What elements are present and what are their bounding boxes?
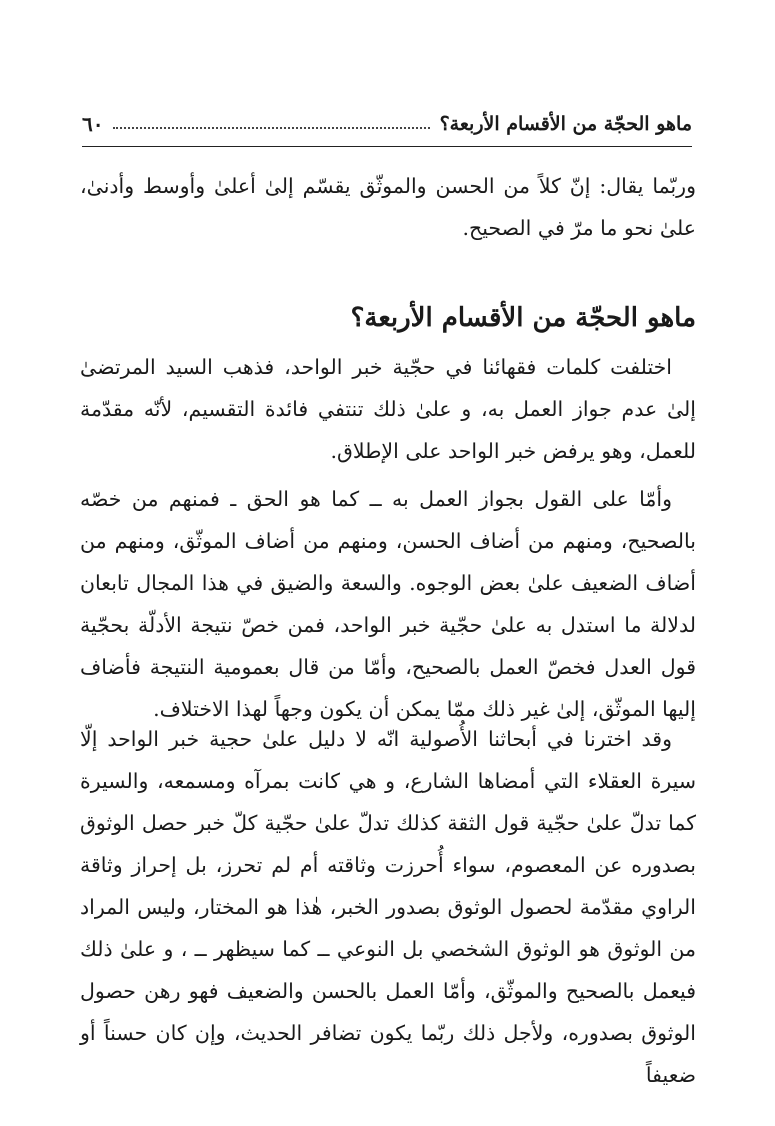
intro-text: وربّما يقال: إنّ كلاً من الحسن والموثّق يقسّم إلىٰ أعلىٰ وأوسط وأدنىٰ، علىٰ نحو ما مرّ في الصحيح. [80,174,696,240]
page-number: ٦٠ [82,112,104,136]
running-title: ماهو الحجّة من الأقسام الأربعة؟ [439,113,692,135]
intro-paragraph [80,165,696,249]
paragraph-1 [80,346,696,472]
running-header [82,108,692,140]
paragraph-1-text: اختلفت كلمات فقهائنا في حجّية خبر الواحد، فذهب السيد المرتضىٰ إلىٰ عدم جواز العمل به، و علىٰ ذلك تنتفي فائدة التقسيم، لأنّه مقدّمة للعمل، وهو يرفض خبر الواحد على الإطلاق. [80,355,696,463]
header-dot-leader [113,127,429,129]
paragraph-2 [80,478,696,730]
paragraph-3 [80,718,696,1096]
paragraph-3-text: وقد اخترنا في أبحاثنا الأُصولية انّه لا دليل علىٰ حجية خبر الواحد إلّا سيرة العقلاء التي أمضاها الشارع، و هي كانت بمرآه ومسمعه، والسيرة كما تدلّ علىٰ حجّية قول الثقة كذلك تدلّ علىٰ حجّية كلّ خبر حصل الوثوق بصدوره عن المعصوم، سواء أُحرزت وثاقته أم لم تحرز، بل إحراز وثاقة الراوي مقدّمة لحصول الوثوق بصدور الخبر، هٰذا هو المختار، وليس المراد من الوثوق هو الوثوق الشخصي بل النوعي ــ كما سيظهر ــ ، و علىٰ ذلك فيعمل بالصحيح والموثّق، وأمّا العمل بالحسن والضعيف فهو رهن حصول الوثوق بصدوره، ولأجل ذلك ربّما يكون تضافر الحديث، وإن كان حسناً أو ضعيفاً [80,727,696,1087]
header-rule [82,146,692,147]
paragraph-2-text: وأمّا على القول بجواز العمل به ــ كما هو الحق ـ فمنهم من خصّه بالصحيح، ومنهم من أضاف الحسن، ومنهم من أضاف الموثّق، ومنهم من أضاف الضعيف علىٰ بعض الوجوه. والسعة والضيق في هذا المجال تابعان لدلالة ما استدل به علىٰ حجّية خبر الواحد، فمن خصّ نتيجة الأدلّة بحجّية قول العدل فخصّ العمل بالصحيح، وأمّا من قال بعمومية النتيجة فأضاف إليها الموثّق، إلىٰ غير ذلك ممّا يمكن أن يكون وجهاً لهذا الاختلاف. [80,487,696,721]
section-heading: ماهو الحجّة من الأقسام الأربعة؟ [350,303,696,333]
